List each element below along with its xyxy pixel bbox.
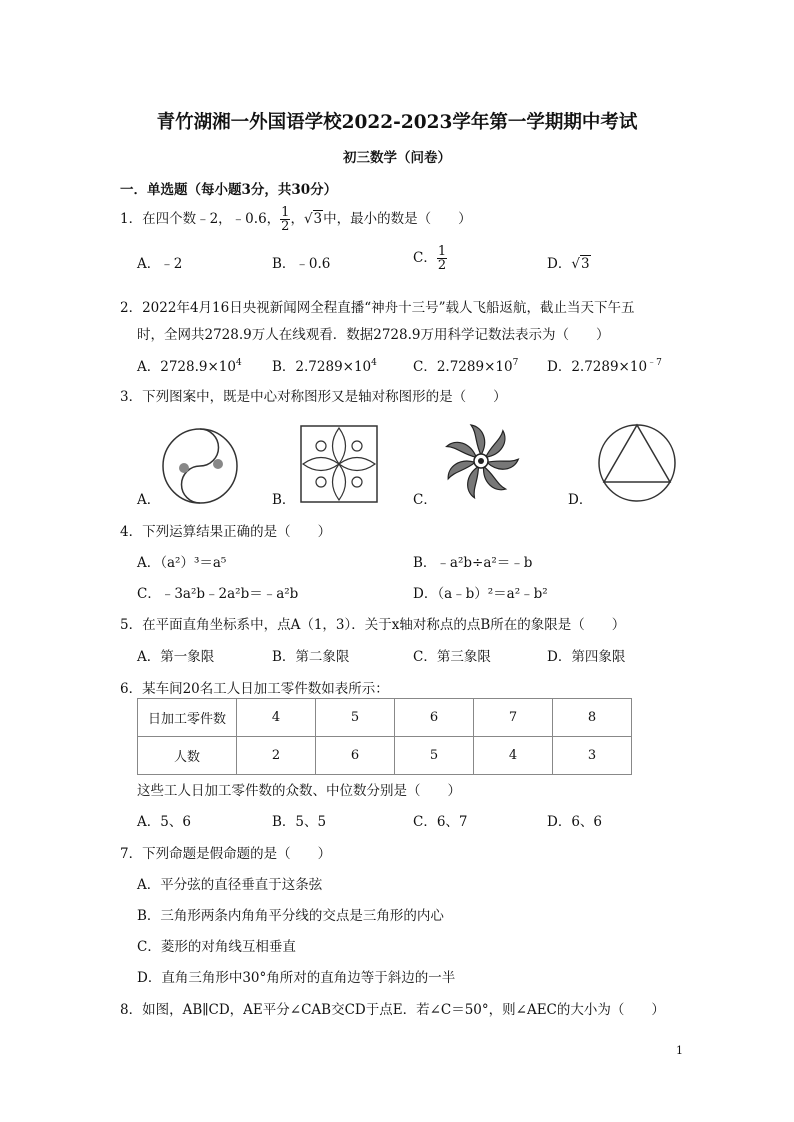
q5-option-d: D．第四象限 (547, 649, 626, 665)
table-cell: 4 (474, 737, 553, 775)
q5-option-a: A．第一象限 (137, 649, 215, 665)
question-7: 7．下列命题是假命题的是（ ） (120, 846, 332, 862)
figure-pinwheel-flower (440, 420, 522, 502)
table-row (138, 737, 632, 775)
table-row (138, 699, 632, 737)
page-number: 1 (676, 1044, 683, 1057)
figure-yin-yang (160, 426, 240, 506)
q1-option-d: D．√3 (547, 256, 590, 272)
q7-option-c: C．菱形的对角线互相垂直 (137, 939, 296, 955)
table-cell: 4 (237, 699, 316, 737)
q7-option-d: D．直角三角形中30°角所对的直角边等于斜边的一半 (137, 970, 456, 986)
question-5: 5．在平面直角坐标系中，点A（1，3）．关于x轴对称点的点B所在的象限是（ ） (120, 617, 626, 633)
table-cell: 5 (316, 699, 395, 737)
q3-label-d: D． (568, 492, 593, 508)
q1-option-b: B．﹣0.6 (272, 256, 331, 272)
q1-option-a: A．﹣2 (137, 256, 183, 272)
q1-text-b: 中，最小的数是（ ） (323, 211, 472, 227)
q6-option-b: B．5、5 (272, 814, 327, 830)
q1-option-c: C． $\frac{1}{2}$ (413, 244, 447, 273)
q5-option-b: B．第二象限 (272, 649, 350, 665)
table-cell: 3 (553, 737, 632, 775)
q1-number: 1． (120, 211, 143, 227)
table-cell: 5 (395, 737, 474, 775)
table-header-cell: 人数 (138, 737, 237, 775)
question-2-line1: 2．2022年4月16日央视新闻网全程直播“神舟十三号”载人飞船返航，截止当天下午五 (120, 300, 635, 316)
q6-question: 这些工人日加工零件数的众数、中位数分别是（ ） (137, 783, 461, 799)
question-6: 6．某车间20名工人日加工零件数如表所示： (120, 681, 389, 697)
figure-square-petals (300, 425, 378, 503)
table-header-cell: 日加工零件数 (138, 699, 237, 737)
q4-option-a: A．（a²）³＝a⁵ (137, 555, 227, 571)
table-cell: 7 (474, 699, 553, 737)
q7-option-a: A．平分弦的直径垂直于这条弦 (137, 877, 323, 893)
q6-option-d: D．6、6 (547, 814, 603, 830)
section-heading: 一．单选题（每小题3分，共30分） (120, 182, 338, 198)
q2-option-a: A．$2728.9\times 10^4$ (137, 358, 242, 375)
q4-option-b: B．﹣a²b÷a²＝﹣b (413, 555, 533, 571)
q7-option-b: B．三角形两条内角角平分线的交点是三角形的内心 (137, 908, 444, 924)
table-cell: 2 (237, 737, 316, 775)
q6-option-a: A．5、6 (137, 814, 191, 830)
q1-fraction: $\frac{1}{2}$ (281, 205, 290, 234)
question-3: 3．下列图案中，既是中心对称图形又是轴对称图形的是（ ） (120, 389, 507, 405)
table-cell: 8 (553, 699, 632, 737)
q3-label-a: A． (137, 492, 161, 508)
exam-title: 青竹湖湘一外国语学校2022-2023学年第一学期期中考试 (156, 112, 638, 133)
q2-option-b: B．$2.7289\times 10^4$ (272, 358, 377, 375)
q4-option-c: C．﹣3a²b﹣2a²b＝﹣a²b (137, 586, 299, 602)
table-cell: 6 (316, 737, 395, 775)
q3-label-b: B． (272, 492, 296, 508)
q6-data-table (137, 698, 632, 775)
figure-triangle-in-circle (596, 422, 678, 504)
q2-option-c: C．$2.7289\times 10^7$ (413, 358, 519, 375)
question-2-line2: 时，全网共2728.9万人在线观看．数据2728.9万用科学记数法表示为（ ） (137, 327, 610, 343)
q6-option-c: C．6、7 (413, 814, 468, 830)
q4-option-d: D．（a﹣b）²＝a²﹣b² (413, 586, 548, 602)
question-1: 1．在四个数﹣2，﹣0.6， $\frac{1}{2}$ ，√3中，最小的数是（ ） (120, 205, 472, 234)
q2-option-d: D．$2.7289\times 10^{﹣7}$ (547, 358, 662, 375)
q1-text-a: 在四个数﹣2，﹣0.6， (142, 211, 281, 227)
q3-label-c: C． (413, 492, 437, 508)
question-8: 8．如图，AB∥CD，AE平分∠CAB交CD于点E．若∠C＝50°，则∠AEC的大小为（ ） (120, 1002, 665, 1018)
q1-sqrt: √3 (303, 211, 323, 227)
q5-option-c: C．第三象限 (413, 649, 491, 665)
exam-subtitle: 初三数学（问卷） (343, 150, 451, 166)
table-cell: 6 (395, 699, 474, 737)
question-4: 4．下列运算结果正确的是（ ） (120, 524, 332, 540)
